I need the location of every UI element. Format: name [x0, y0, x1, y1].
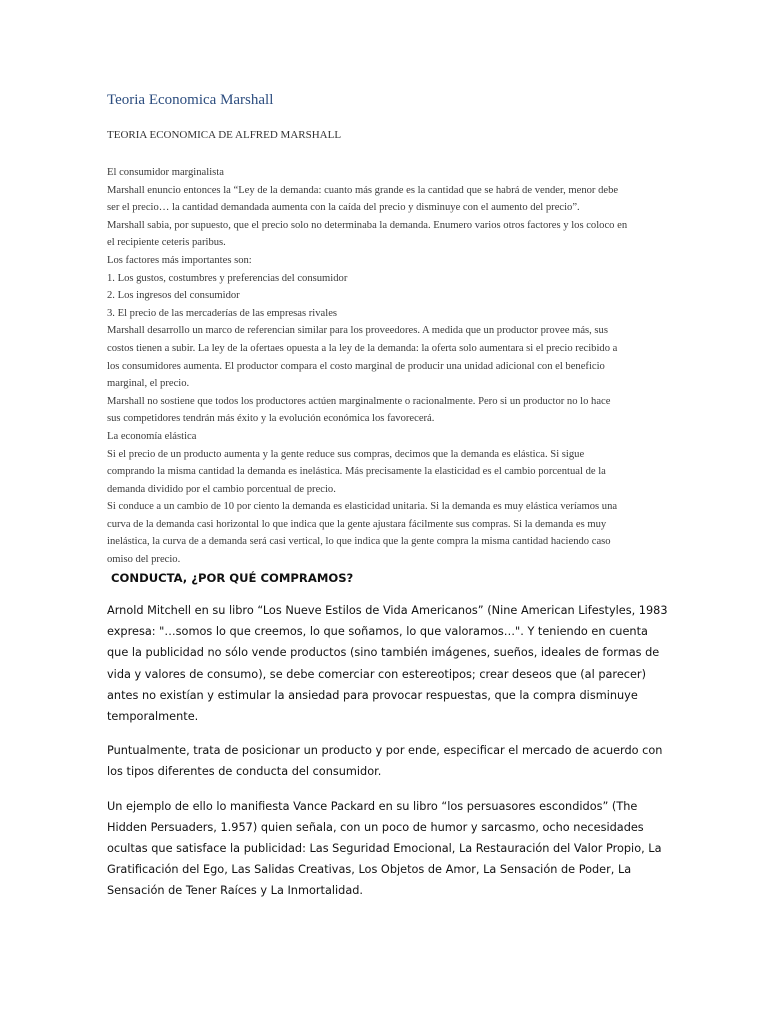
- text-line: La economía elástica: [107, 430, 197, 442]
- conducta-section: [107, 568, 687, 914]
- text-line: marginal, el precio.: [107, 378, 190, 390]
- document-subtitle: TEORIA ECONOMICA DE ALFRED MARSHALL: [107, 129, 342, 141]
- document-title: Teoria Economica Marshall: [107, 92, 274, 108]
- paragraph-line: antes no existían y estimular la ansiedad para provocar respuestas, que la compra disminuye: [107, 688, 638, 702]
- paragraph-line: que la publicidad no sólo vende productos (sino también imágenes, sueños, ideales de formas de: [107, 646, 660, 660]
- text-line: sus competidores tendrán más éxito y la evolución económica los favorecerá.: [107, 413, 435, 425]
- paragraph-line: vida y valores de consumo), se debe comerciar con estereotipos; crear deseos que (al parecer): [107, 667, 646, 681]
- text-line: Los factores más importantes son:: [107, 254, 252, 266]
- paragraph-line: Sensación de Tener Raíces y La Inmortalidad.: [107, 884, 364, 898]
- text-line: demanda dividido por el cambio porcentual de precio.: [107, 483, 336, 495]
- paragraph-line: ocultas que satisface la publicidad: Las Seguridad Emocional, La Restauración del Valor Propio, La: [107, 841, 662, 855]
- paragraph-line: Puntualmente, trata de posicionar un producto y por ende, especificar el mercado de acuerdo con: [107, 744, 663, 758]
- text-line: Marshall enuncio entonces la “Ley de la demanda: cuanto más grande es la cantidad que se habrá de vender, menor debe: [107, 184, 619, 196]
- text-line: Marshall no sostiene que todos los productores actúen marginalmente o racionalmente. Pero si un productor no lo hace: [107, 395, 611, 407]
- text-line: costos tienen a subir. La ley de la ofertaes opuesta a la ley de la demanda: la oferta solo aumentara si el precio recibido a: [107, 342, 618, 354]
- paragraph: [107, 600, 687, 727]
- text-line: el recipiente ceteris paribus.: [107, 237, 226, 249]
- paragraph-line: Gratificación del Ego, Las Salidas Creativas, Los Objetos de Amor, La Sensación de Poder, La: [107, 863, 632, 877]
- paragraph-line: expresa: "…somos lo que creemos, lo que soñamos, lo que valoramos…". Y teniendo en cuenta: [107, 625, 648, 639]
- text-line: 2. Los ingresos del consumidor: [107, 290, 240, 302]
- text-line: 3. El precio de las mercaderías de las empresas rivales: [107, 307, 338, 319]
- marshall-text-body: [107, 164, 667, 569]
- paragraph: [107, 796, 687, 902]
- text-line: ser el precio… la cantidad demandada aumenta con la caída del precio y disminuye con el aumento del precio”.: [107, 202, 580, 214]
- text-line: Marshall sabia, por supuesto, que el precio solo no determinaba la demanda. Enumero varios otros factores y los coloco en: [107, 219, 628, 231]
- section-paragraphs: [107, 600, 687, 901]
- text-line: 1. Los gustos, costumbres y preferencias del consumidor: [107, 272, 348, 284]
- paragraph-line: Un ejemplo de ello lo manifiesta Vance Packard en su libro “los persuasores escondidos” (The: [107, 799, 638, 813]
- text-line: los consumidores aumenta. El productor compara el costo marginal de producir una unidad adicional con el beneficio: [107, 360, 605, 372]
- paragraph-line: Hidden Persuaders, 1.957) quien señala, con un poco de humor y sarcasmo, ocho necesidades: [107, 820, 644, 834]
- paragraph: [107, 740, 687, 782]
- text-line: comprando la misma cantidad la demanda es inelástica. Más precisamente la elasticidad es el cambio porcentual de la: [107, 466, 606, 478]
- paragraph-line: los tipos diferentes de conducta del consumidor.: [107, 765, 382, 779]
- text-line: inelástica, la curva de a demanda será casi vertical, lo que indica que la gente compra la misma cantidad haciendo caso: [107, 536, 611, 548]
- text-line: Si conduce a un cambio de 10 por ciento la demanda es elasticidad unitaria. Si la demanda es muy elástica veríamos una: [107, 501, 618, 513]
- paragraph-line: temporalmente.: [107, 709, 199, 723]
- text-line: Si el precio de un producto aumenta y la gente reduce sus compras, decimos que la demanda es elástica. Si sigue: [107, 448, 585, 460]
- text-line: El consumidor marginalista: [107, 167, 224, 178]
- text-line: Marshall desarrollo un marco de referencian similar para los proveedores. A medida que un productor provee más, sus: [107, 325, 608, 337]
- text-line: omiso del precio.: [107, 554, 181, 566]
- paragraph-line: Arnold Mitchell en su libro “Los Nueve Estilos de Vida Americanos” (Nine American Lifestyles, 1983: [107, 604, 668, 617]
- text-line: curva de la demanda casi horizontal lo que indica que la gente ajustara fácilmente sus compras. Si la demanda es muy: [107, 518, 607, 530]
- section-heading: CONDUCTA, ¿POR QUÉ COMPRAMOS?: [111, 571, 354, 585]
